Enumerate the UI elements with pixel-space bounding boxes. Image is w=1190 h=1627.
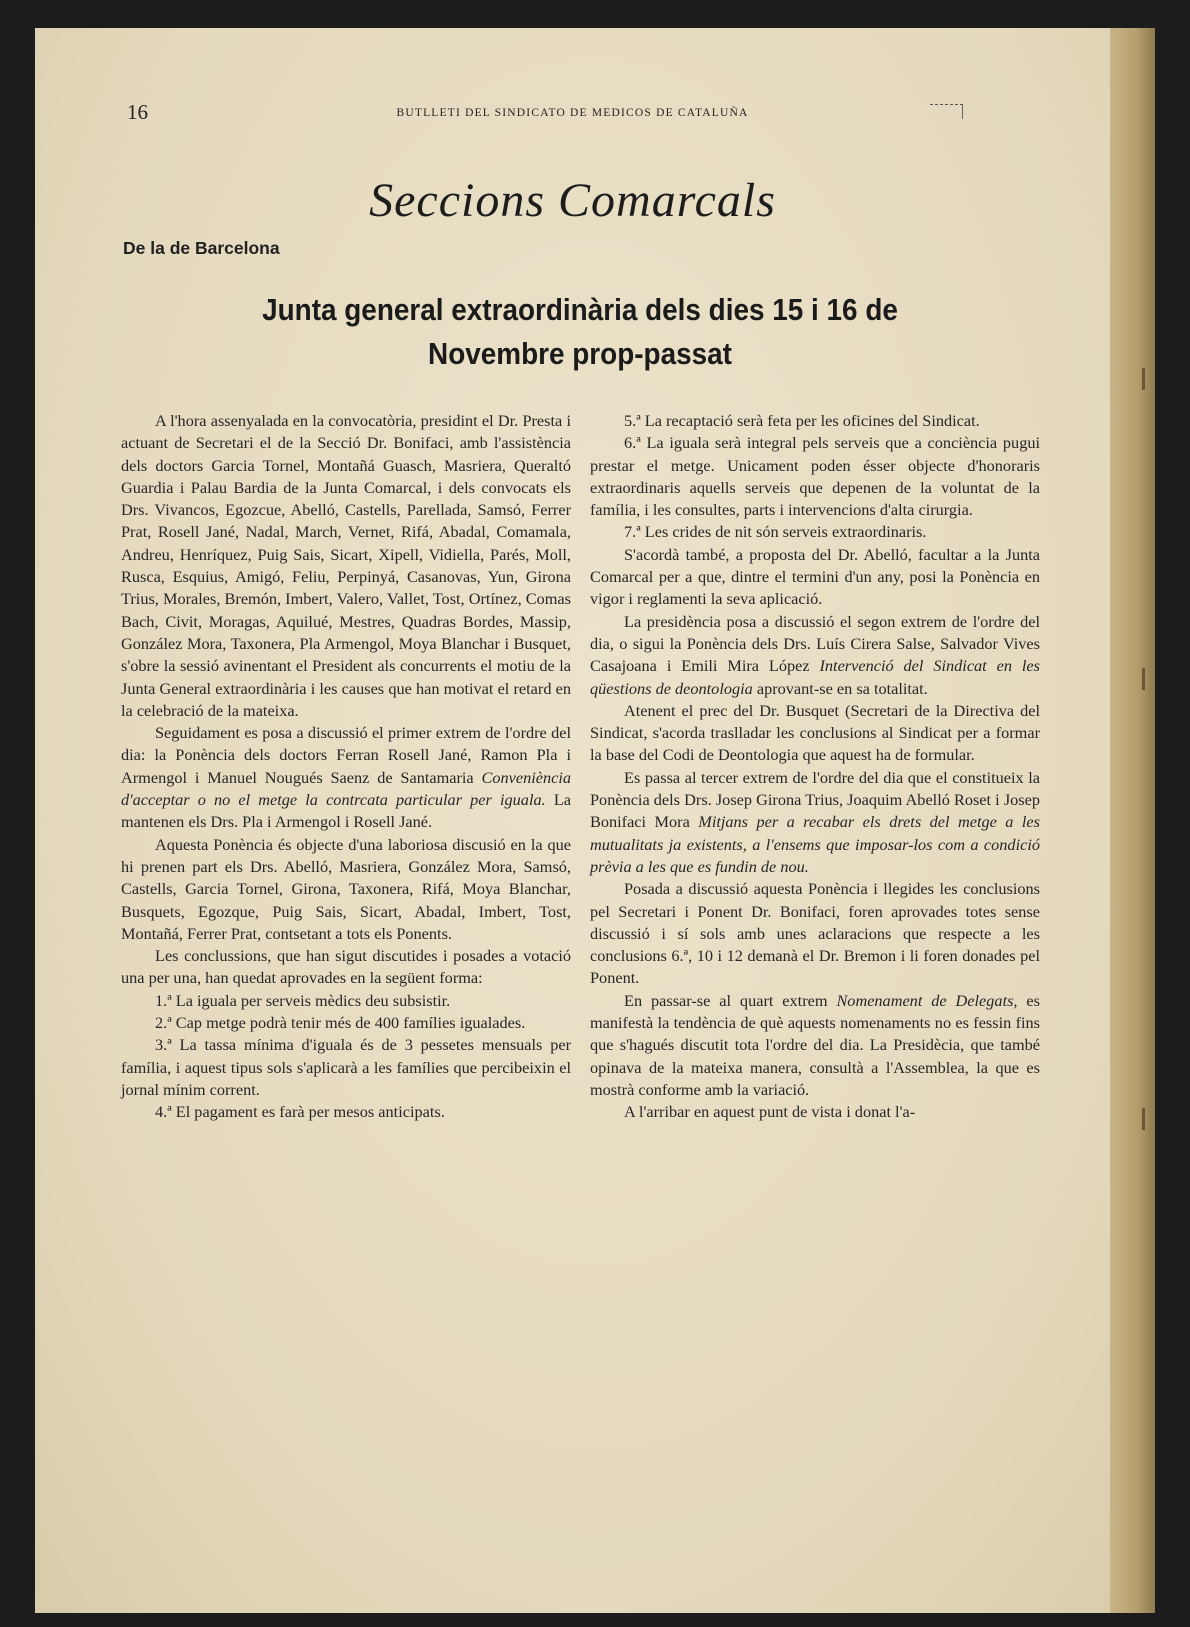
subsection-title: De la de Barcelona [123, 238, 280, 258]
edge-mark [1142, 668, 1145, 690]
paragraph: 5.ª La recaptació serà feta per les oficines del Sindicat. [624, 411, 980, 430]
edge-mark [1142, 1108, 1145, 1130]
paragraph [121, 722, 571, 833]
paragraph: 1.ª La iguala per serveis mèdics deu subsistir. [155, 990, 451, 1010]
paragraph-text: En passar-se al quart extrem [624, 990, 837, 1010]
paragraph [590, 611, 1040, 700]
italic-title: Intervenció del Sindicat en les qüestions de deontologia [590, 656, 1040, 698]
paragraph: 6.ª La iguala serà integral pels serveis que a conciència pugui prestar el metge. Unicament poden ésser objecte d'honoraris extraordinaris aquells serveis que depenen de la voluntat de la família, i les consultes, parts i intervencions d'alta cirurgia. [590, 433, 1040, 520]
edge-mark [1142, 368, 1145, 390]
paragraph-text: Seguidament es posa a discussió el primer extrem de l'ordre del dia: la Ponència dels doctors Ferran Rosell Jané, Ramon Pla i Armengol i Manuel Nougués Saenz de Santamaria [121, 723, 571, 787]
paragraph: A l'hora assenyalada en la convocatòria, presidint el Dr. Presta i actuant de Secretari el de la Secció Dr. Bonifaci, amb l'assistència dels doctors Garcia Tornel, Montañá Guasch, Masriera, Queraltó Guardia i Palau Bardia de la Junta Comarcal, i dels convocats els Drs. Vivancos, Egozcue, Abelló, Castells, Parellada, Samsó, Ferrer Prat, Rosell Jané, Nadal, March, Vernet, Rifá, Abadal, Comamala, Andreu, Henríquez, Puig Sais, Sicart, Xipell, Vidiella, Parés, Moll, Rusca, Esquius, Amigó, Feliu, Perpinyá, Casanovas, Yun, Girona Trius, Morales, Bremón, Imbert, Valero, Vallet, Tost, Ortínez, Comas Bach, Civit, Moragas, Aquilué, Mestres, Quadras Bordes, Massip, González Mora, Taxonera, Pla Armengol, Moya Blanchar i Busquet, s'obre la sessió avinentant el President als concurrents el motiu de la Junta General extraordinària i les causes que han motivat el retard en la celebració de la mateixa. [121, 411, 571, 720]
paragraph: Posada a discussió aquesta Ponència i llegides les conclusions pel Secretari i Ponent Dr. Bonifaci, foren aprovades totes sense discussió i sí sols amb unes aclaracions que respecte a les conclusions 6.ª, 10 i 12 demanà el Dr. Bremon i li foren donades pel Ponent. [590, 879, 1040, 988]
paragraph-text: La presidència posa a discussió el segon extrem de l'ordre del dia, o sigui la Ponència dels Drs. Luís Cirera Salse, Salvador Vives Casajoana i Emili Mira López [590, 611, 1040, 676]
page [35, 28, 1155, 1613]
paragraph: Aquesta Ponència és objecte d'una laboriosa discusió en la que hi prenen part els Drs. Abelló, Masriera, González Mora, Samsó, Castells, Garcia Tornel, Girona, Taxonera, Rifá, Moya Blanchar, Busquets, Egozque, Puig Sais, Sicart, Abadal, Imbert, Tost, Montañá, Ferrer Prat, contsetant a tots els Ponents. [121, 834, 571, 943]
left-column [121, 410, 571, 1124]
running-header [35, 100, 1110, 126]
paragraph: 2.ª Cap metge podrà tenir més de 400 famílies igualades. [155, 1013, 526, 1033]
italic-title: Conveniència d'acceptar o no el metge la contrcata particular per iguala. [121, 767, 571, 810]
article-headline: Junta general extraordinària dels dies 15 i 16 de Novembre prop-passat [262, 292, 898, 371]
section-title: Seccions Comarcals [369, 174, 776, 227]
page-edge [1110, 28, 1155, 1613]
paragraph-text: Es passa al tercer extrem de l'ordre del dia que el constitueix la Ponència dels Drs. Josep Girona Trius, Joaquim Abelló Roset i Josep Bonifaci Mora [590, 767, 1040, 832]
paragraph-text: aprovant-se en sa totalitat. [752, 678, 928, 698]
page-number: 16 [127, 100, 148, 124]
paragraph: Atenent el prec del Dr. Busquet (Secretari de la Directiva del Sindicat, s'acorda traslladar les conclusions al Sindicat per a formar la base del Codi de Deontologia que aquest ha de formular. [590, 700, 1040, 765]
corner-mark [930, 104, 963, 119]
paragraph: 3.ª La tassa mínima d'iguala és de 3 pessetes mensuals per família, i aquest tipus sols s'aplicarà a les famílies que percibeixin el jornal mínim corrent. [121, 1035, 571, 1099]
paragraph: 4.ª El pagament es farà per mesos anticipats. [155, 1102, 445, 1122]
italic-title: Mitjans per a recabar els drets del metge a les mutualitats ja existents, a l'ensems que imposar-los com a condició prèvia a les que es fundin de nou. [590, 812, 1040, 876]
paragraph: A l'arribar en aquest punt de vista i donat l'a- [624, 1102, 916, 1122]
paragraph: S'acordà també, a proposta del Dr. Abelló, facultar a la Junta Comarcal per a que, dintre el termini d'un any, posi la Ponència en vigor i reglamenti la seva aplicació. [590, 544, 1040, 609]
paragraph [590, 767, 1040, 878]
paragraph: 7.ª Les crides de nit són serveis extraordinaris. [624, 522, 927, 542]
paragraph [590, 990, 1040, 1101]
paragraph: Les conclussions, que han sigut discutides i posades a votació una per una, han quedat aprovades en la següent forma: [121, 946, 571, 988]
journal-title: BUTLLETI DEL SINDICATO DE MEDICOS DE CATALUÑA [396, 107, 749, 119]
italic-title: Nomenament de Delegats, [836, 990, 1018, 1010]
paragraph-text: es manifestà la tendència de què aquests nomenaments no es fessin fins que s'hagués discutit tota l'ordre del dia. La Presidècia, que també opinava de la mateixa manera, consultà a l'Assemblea, la que es mostrà conforme amb la variació. [590, 990, 1040, 1099]
right-column [590, 410, 1040, 1124]
paragraph-text: La mantenen els Drs. Pla i Armengol i Rosell Jané. [121, 790, 571, 832]
